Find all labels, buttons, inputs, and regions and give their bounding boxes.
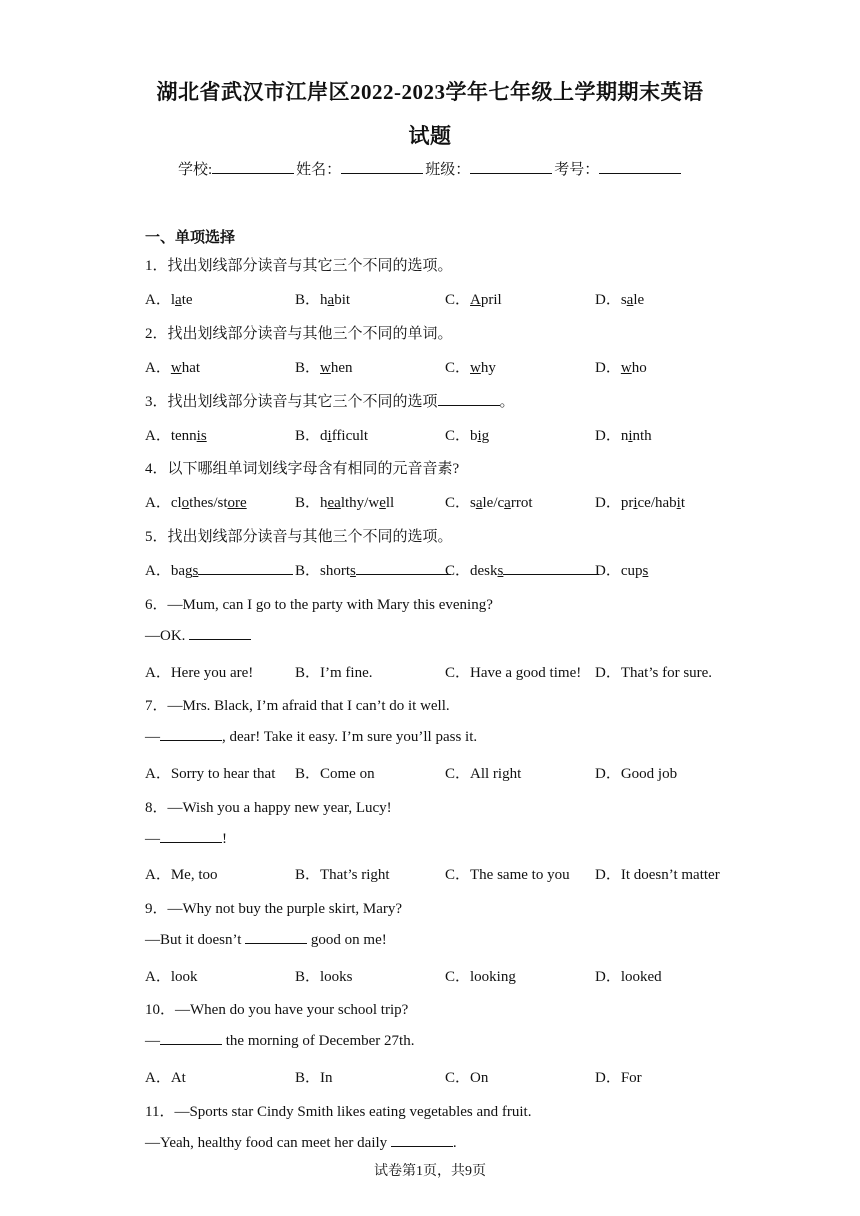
question-3-stem: 3．找出划线部分读音与其它三个不同的选项 。 (145, 394, 515, 410)
option-a[interactable]: A．what (145, 360, 201, 376)
answer-blank[interactable] (438, 393, 500, 406)
page-title-line1: 湖北省武汉市江岸区2022-2023学年七年级上学期期末英语 (156, 80, 704, 104)
question-1-stem: 1．找出划线部分读音与其它三个不同的选项。 (145, 258, 453, 274)
school-label: 学校: (178, 162, 213, 178)
option-c[interactable]: C．desks (445, 559, 599, 580)
option-d[interactable]: D．ninth (595, 428, 652, 444)
question-4-options (145, 491, 745, 511)
question-9-line1: 9．—Why not buy the purple skirt, Mary? (145, 901, 403, 917)
question-2-stem: 2．找出划线部分读音与其他三个不同的单词。 (145, 326, 453, 342)
option-b[interactable]: B．In (295, 1070, 333, 1086)
question-6-options (145, 661, 745, 681)
option-c[interactable]: C．Have a good time! (445, 665, 582, 681)
question-10-line1: 10．—When do you have your school trip? (145, 1002, 409, 1018)
answer-blank[interactable] (189, 627, 251, 640)
option-d[interactable]: D．It doesn’t matter (595, 867, 720, 883)
id-label: 考号： (554, 162, 600, 178)
option-a[interactable]: A．Me, too (145, 867, 218, 883)
question-5-options (145, 559, 745, 579)
answer-blank[interactable] (160, 1032, 222, 1045)
class-blank[interactable] (470, 159, 552, 174)
question-9-line2: —But it doesn’t good on me! (145, 932, 387, 948)
question-5-stem: 5．找出划线部分读音与其他三个不同的选项。 (145, 529, 453, 545)
option-a[interactable]: A．tennis (145, 428, 207, 444)
option-d[interactable]: D．That’s for sure. (595, 665, 713, 681)
option-a[interactable]: A．At (145, 1070, 186, 1086)
question-7-line1: 7．—Mrs. Black, I’m afraid that I can’t do it well. (145, 698, 450, 714)
answer-blank[interactable] (245, 931, 307, 944)
option-d[interactable]: D．For (595, 1070, 642, 1086)
option-d[interactable]: D．looked (595, 969, 662, 985)
question-8-line2: — ! (145, 831, 227, 847)
section-title: 一、单项选择 (145, 230, 236, 246)
option-b[interactable]: B．habit (295, 292, 351, 308)
question-10-line2: — the morning of December 27th. (145, 1033, 415, 1049)
answer-blank[interactable] (391, 1134, 453, 1147)
option-b[interactable]: B．when (295, 360, 353, 376)
option-b[interactable]: B．That’s right (295, 867, 390, 883)
student-info-row (178, 158, 683, 179)
question-6-line2: —OK. (145, 627, 251, 645)
option-d[interactable]: D．Good job (595, 766, 678, 782)
option-c[interactable]: C．April (445, 292, 502, 308)
option-c[interactable]: C．On (445, 1070, 489, 1086)
option-c[interactable]: C．big (445, 428, 490, 444)
question-6-line1: 6．—Mum, can I go to the party with Mary this evening? (145, 597, 493, 613)
question-8-line1: 8．—Wish you a happy new year, Lucy! (145, 800, 392, 816)
option-d[interactable]: D．cups (595, 563, 649, 579)
option-d[interactable]: D．price/habit (595, 495, 685, 511)
option-c[interactable]: C．All right (445, 766, 522, 782)
question-11-line1: 11．—Sports star Cindy Smith likes eating vegetables and fruit. (145, 1104, 532, 1120)
question-4-stem: 4．以下哪组单词划线字母含有相同的元音音素? (145, 461, 460, 477)
option-a[interactable]: A．bags (145, 559, 293, 580)
class-label: 班级： (425, 162, 471, 178)
question-1-options (145, 288, 745, 308)
option-a[interactable]: A．clothes/store (145, 495, 247, 511)
option-c[interactable]: C．why (445, 360, 496, 376)
option-a[interactable]: A．Sorry to hear that (145, 766, 276, 782)
question-9-options (145, 965, 745, 985)
option-c[interactable]: C．The same to you (445, 867, 570, 883)
question-7-line2: — , dear! Take it easy. I’m sure you’ll pass it. (145, 729, 478, 745)
option-b[interactable]: B．healthy/well (295, 495, 395, 511)
option-d[interactable]: D．sale (595, 292, 645, 308)
question-3-options (145, 424, 745, 444)
option-b[interactable]: B．Come on (295, 766, 375, 782)
name-blank[interactable] (341, 159, 423, 174)
answer-blank[interactable] (160, 830, 222, 843)
question-8-options (145, 863, 745, 883)
id-blank[interactable] (599, 159, 681, 174)
question-7-options (145, 762, 745, 782)
page-footer: 试卷第1页，共9页 (374, 1164, 486, 1179)
option-b[interactable]: B．difficult (295, 428, 369, 444)
page-title-line2: 试题 (408, 124, 452, 148)
option-c[interactable]: C．looking (445, 969, 516, 985)
option-b[interactable]: B．I’m fine. (295, 665, 373, 681)
option-b[interactable]: B．looks (295, 969, 353, 985)
option-c[interactable]: C．sale/carrot (445, 495, 533, 511)
question-11-line2: —Yeah, healthy food can meet her daily . (145, 1135, 457, 1151)
option-a[interactable]: A．late (145, 292, 193, 308)
option-a[interactable]: A．Here you are! (145, 665, 254, 681)
name-label: 姓名： (296, 162, 342, 178)
option-a[interactable]: A．look (145, 969, 198, 985)
question-10-options (145, 1066, 745, 1086)
question-2-options (145, 356, 745, 376)
option-b[interactable]: B．shorts (295, 559, 451, 580)
answer-blank[interactable] (160, 728, 222, 741)
option-d[interactable]: D．who (595, 360, 647, 376)
school-blank[interactable] (212, 159, 294, 174)
